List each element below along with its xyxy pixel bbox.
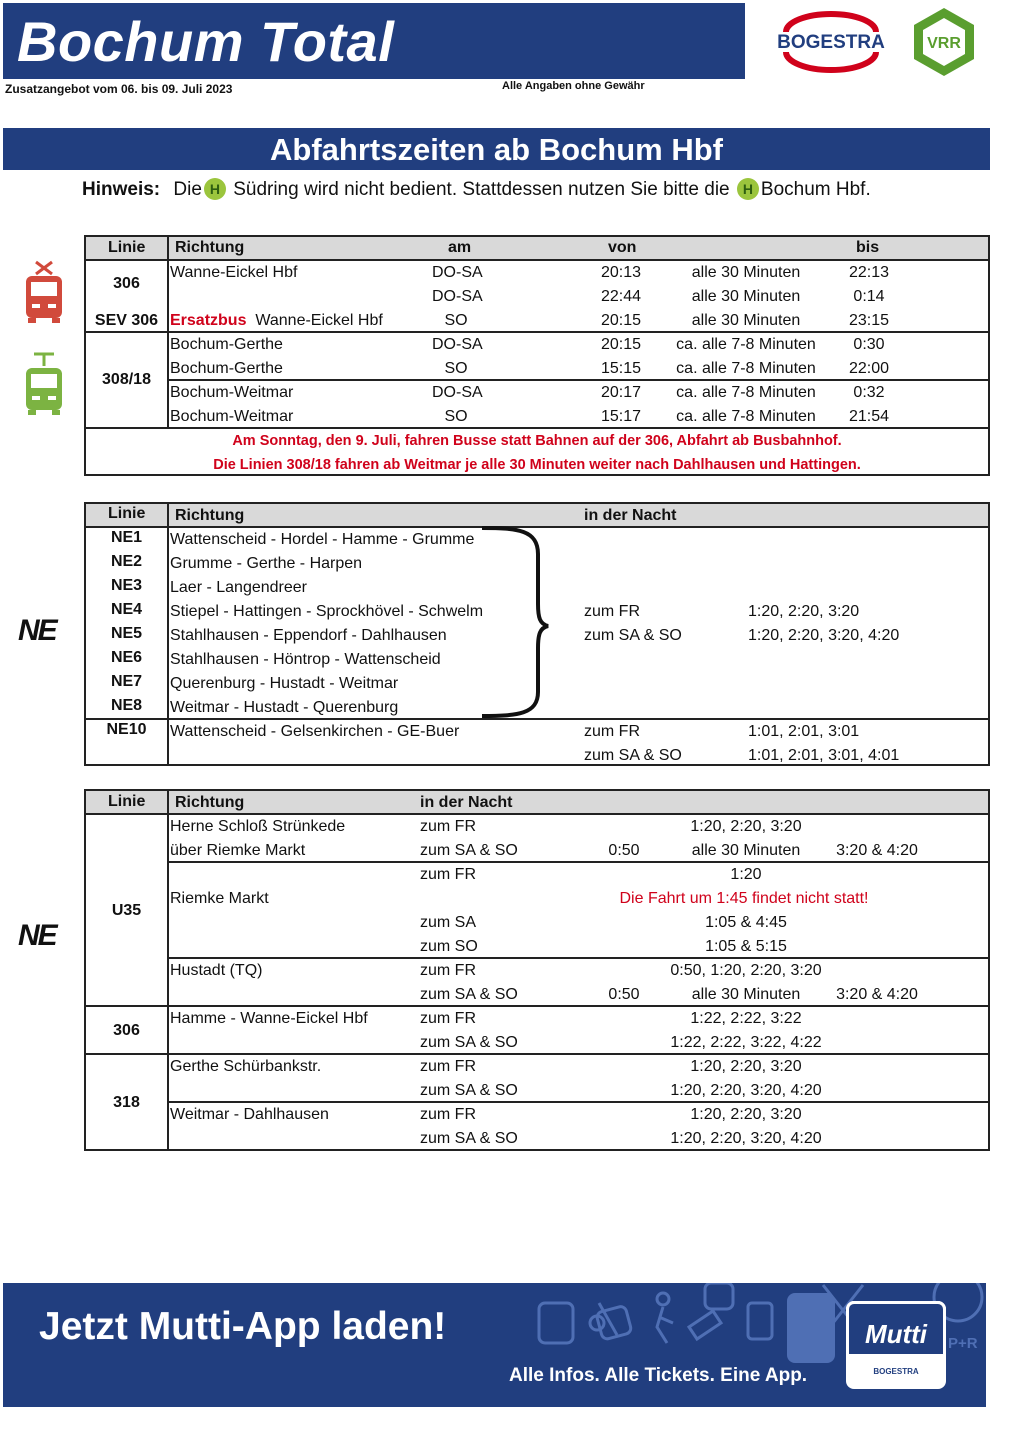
table-row-von: 20:17 [601,384,642,401]
table-row-takt: alle 30 Minuten [691,288,801,305]
col-linie: Linie [108,505,146,522]
table-row-takt: alle 30 Minuten [691,264,801,281]
group-times-sa-so: 1:20, 2:20, 3:20, 4:20 [748,627,900,644]
route-ne3: Laer - Langendreer [170,579,307,596]
route-ne8: Weitmar - Hustadt - Querenburg [170,699,399,716]
table-row-am: SO [444,360,468,377]
table-row-times: 1:22, 2:22, 3:22 [690,1010,802,1027]
hint-text-1: Die [173,179,202,200]
table-row-richtung: Weitmar - Dahlhausen [170,1106,329,1123]
table-row-times: 0:50, 1:20, 2:20, 3:20 [670,962,822,979]
bus-stop-icon: H [204,178,226,200]
table-row-von: 15:17 [601,408,642,425]
train-icon [705,1283,733,1309]
ersatzbus-label: Ersatzbus [170,312,247,329]
ne10-day-sa-so: zum SA & SO [584,747,682,764]
table-row-times: 1:05 & 4:45 [705,914,787,931]
line-ne1: NE1 [110,529,143,546]
table-row-von: 20:15 [601,312,642,329]
line-306: 306 [113,275,140,292]
banner-title: Jetzt Mutti-App laden! [39,1305,447,1348]
bogestra-logo [772,10,890,74]
tram-icon [748,1303,772,1339]
banner-subtitle: Alle Infos. Alle Tickets. Eine App. [509,1365,808,1386]
table-row-times: 1:22, 2:22, 3:22, 4:22 [670,1034,822,1051]
table-row-day: zum SO [420,938,478,955]
table-row-takt: ca. alle 7-8 Minuten [676,360,816,377]
ne10-day-fr: zum FR [584,723,640,740]
table-row-day: zum SA & SO [420,1082,518,1099]
route-ne1: Wattenscheid - Hordel - Hamme - Grumme [170,531,475,548]
table-row-am: DO-SA [432,288,483,305]
nachtexpress-logo: NE [18,614,56,647]
col-nacht: in der Nacht [584,507,677,524]
ne10-times-sa-so: 1:01, 2:01, 3:01, 4:01 [748,747,900,764]
notice-weitmar: Die Linien 308/18 fahren ab Weitmar je alle 30 Minuten weiter nach Dahlhausen und Hattingen. [213,457,861,473]
table-row-von: 20:15 [601,336,642,353]
col-richtung: Richtung [175,507,245,524]
red-tram-icon [22,260,66,329]
hint-label: Hinweis: [82,179,161,200]
table-row-richtung: über Riemke Markt [170,842,306,859]
col-richtung: Richtung [175,239,245,256]
bus-stop-icon: H [737,178,759,200]
route-ne6: Stahlhausen - Höntrop - Wattenscheid [170,651,441,668]
col-richtung: Richtung [175,794,245,811]
table-row-bis: 21:54 [848,408,890,425]
line-ne6: NE6 [110,649,143,666]
table-row-day: zum FR [420,1010,476,1027]
table-row-bis: 0:32 [853,384,885,401]
table-row-am: DO-SA [432,264,483,281]
table-night-express [84,502,990,766]
table-row-von: 22:44 [601,288,642,305]
walker-icon [657,1293,669,1305]
line-ne7: NE7 [110,673,143,690]
validity-note: Zusatzangebot vom 06. bis 09. Juli 2023 [5,82,233,96]
table-row-day: zum SA & SO [420,842,518,859]
line-306-night: 306 [113,1022,140,1039]
route-ne7: Querenburg - Hustadt - Weitmar [170,675,399,692]
table-row-day: zum SA & SO [420,986,518,1003]
table-row-richtung: Hustadt (TQ) [170,962,263,979]
table-row-am: DO-SA [432,384,483,401]
col-bis: bis [856,239,880,256]
table-row-richtung: Gerthe Schürbankstr. [170,1058,322,1075]
col-linie: Linie [108,793,146,810]
table-row-from: 0:50 [608,986,640,1003]
table-row-richtung: Bochum-Weitmar [170,408,294,425]
hint-text-2: Südring wird nicht bedient. Stattdessen nutzen Sie bitte die [233,179,730,200]
table-row-takt: ca. alle 7-8 Minuten [676,408,816,425]
table-row-times: 1:20, 2:20, 3:20, 4:20 [670,1082,822,1099]
table-row-day: zum FR [420,818,476,835]
table-row-day: zum SA [420,914,477,931]
group-day-sa-so: zum SA & SO [584,627,682,644]
table-row-bis: 22:13 [848,264,890,281]
table-row-day: zum SA & SO [420,1034,518,1051]
table-row-takt: alle 30 Minuten [691,312,801,329]
table-row-times: 1:20, 2:20, 3:20 [690,1106,802,1123]
table-row-von: 15:15 [601,360,642,377]
table-row-day: zum FR [420,1058,476,1075]
ne10-times-fr: 1:01, 2:01, 3:01 [748,723,860,740]
mutti-app-name: Mutti [864,1319,928,1349]
leaf-icon [596,1305,632,1340]
title-bar [3,3,745,79]
table-row-richtung: Riemke Markt [170,890,269,907]
mutti-app-brand: BOGESTRA [873,1367,919,1376]
bogestra-logo-text: BOGESTRA [777,32,885,53]
disclaimer: Alle Angaben ohne Gewähr [502,80,645,92]
table-row-bis: 0:30 [853,336,885,353]
table-row-von: 20:13 [601,264,642,281]
hint-line [82,178,871,201]
table-row-bis: 0:14 [853,288,885,305]
line-ne10: NE10 [106,721,147,738]
route-ne2: Grumme - Gerthe - Harpen [170,555,363,572]
section-bar [3,128,990,170]
table-row-am: DO-SA [432,336,483,353]
line-ne5: NE5 [110,625,143,642]
table-row-am: SO [444,312,468,329]
mutti-app-icon[interactable] [846,1301,946,1389]
tram-big-icon [787,1293,835,1363]
line-ne8: NE8 [110,697,143,714]
table-row-richtung: Bochum-Weitmar [170,384,294,401]
table-row-day: zum SA & SO [420,1130,518,1147]
line-308-18: 308/18 [102,371,151,388]
table-row-times: 1:20 [730,866,762,883]
green-tram-icon [22,352,66,421]
col-nacht: in der Nacht [420,794,513,811]
table-row-am: SO [444,408,468,425]
line-ne3: NE3 [110,577,143,594]
line-318: 318 [113,1094,140,1111]
table-row-richtung: Herne Schloß Strünkede [170,818,346,835]
table-row-richtung: Bochum-Gerthe [170,336,283,353]
table-row-bis: 23:15 [848,312,890,329]
table-row-until: 3:20 & 4:20 [836,842,918,859]
table-row-day: zum FR [420,962,476,979]
vrr-logo [908,6,980,78]
nachtexpress-logo: NE [18,919,56,952]
vrr-logo-text: VRR [927,35,961,52]
route-ne4: Stiepel - Hattingen - Sprockhövel - Schwelm [170,603,484,620]
table-row-bis: 22:00 [848,360,890,377]
route-ne5: Stahlhausen - Eppendorf - Dahlhausen [170,627,447,644]
route-ne10: Wattenscheid - Gelsenkirchen - GE-Buer [170,723,460,740]
hint-text-3: Bochum Hbf. [760,179,871,200]
table-row-richtung: Hamme - Wanne-Eickel Hbf [170,1010,368,1027]
table-row-day: zum FR [420,1106,476,1123]
table-day-schedule [84,235,990,476]
table-row-until: 3:20 & 4:20 [836,986,918,1003]
section-title: Abfahrtszeiten ab Bochum Hbf [270,132,723,167]
table-row-times: 1:05 & 5:15 [705,938,787,955]
table-row-from: 0:50 [608,842,640,859]
table-row-times: alle 30 Minuten [691,842,801,859]
table-row-richtung: Bochum-Gerthe [170,360,283,377]
table-row-richtung: Wanne-Eickel Hbf [170,264,298,281]
table-row-times: alle 30 Minuten [691,986,801,1003]
table-row-times: 1:20, 2:20, 3:20, 4:20 [670,1130,822,1147]
group-day-fr: zum FR [584,603,640,620]
col-linie: Linie [108,239,146,256]
col-von: von [608,239,637,256]
table-row-takt: ca. alle 7-8 Minuten [676,336,816,353]
app-banner[interactable] [3,1283,986,1407]
park-ride-icon: P+R [948,1335,978,1352]
group-times-fr: 1:20, 2:20, 3:20 [748,603,860,620]
line-ne4: NE4 [110,601,143,618]
ticket-icon [689,1311,721,1339]
table-row-day: zum FR [420,866,476,883]
line-sev-306: SEV 306 [94,312,159,329]
notice-sunday: Am Sonntag, den 9. Juli, fahren Busse statt Bahnen auf der 306, Abfahrt ab Busbahnhof. [232,433,842,449]
page-title: Bochum Total [17,10,395,73]
col-am: am [448,239,472,256]
table-row-times: 1:20, 2:20, 3:20 [690,818,802,835]
line-ne2: NE2 [110,553,143,570]
table-row-richtung: Ersatzbus Wanne-Eickel Hbf [170,312,383,329]
group-brace [478,524,558,720]
table-row-times: 1:20, 2:20, 3:20 [690,1058,802,1075]
cancellation-warning: Die Fahrt um 1:45 findet nicht statt! [619,890,869,907]
bus-icon [539,1303,573,1343]
table-row-takt: ca. alle 7-8 Minuten [676,384,816,401]
table-night-rail [84,789,990,1151]
line-u35: U35 [111,902,142,919]
